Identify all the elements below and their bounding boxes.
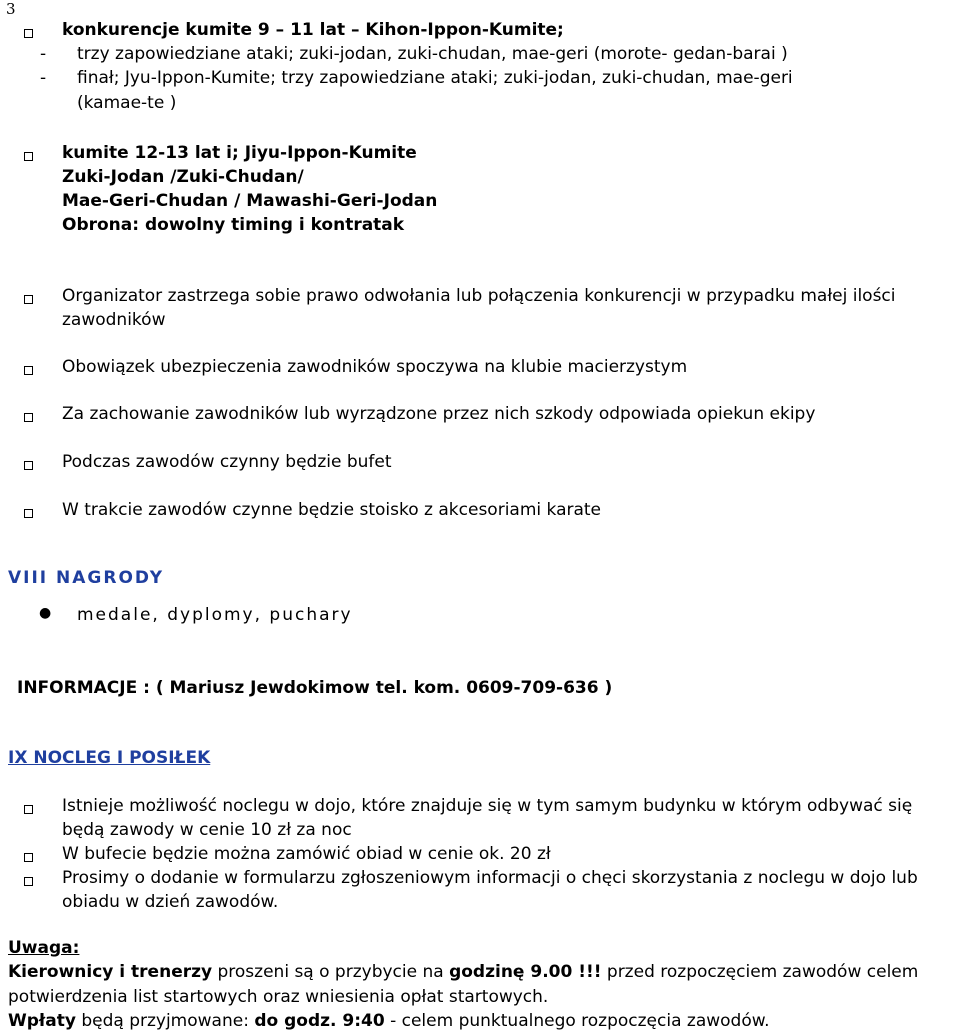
kumite-9-11-item: trzy zapowiedziane ataki; zuki-jodan, zuki-chudan, mae-geri (morote- gedan-barai ) bbox=[77, 44, 788, 64]
checkbox-bullet-icon bbox=[24, 853, 33, 862]
lodging-item: Prosimy o dodanie w formularzu zgłoszeniowym informacji o chęci skorzystania z noclegu w dojo lub bbox=[62, 868, 918, 888]
kumite-12-13-line: Zuki-Jodan /Zuki-Chudan/ bbox=[62, 167, 304, 187]
checkbox-bullet-icon bbox=[24, 295, 33, 304]
dash-bullet: - bbox=[40, 68, 47, 88]
note-text: Za zachowanie zawodników lub wyrządzone przez nich szkody odpowiada opiekun ekipy bbox=[62, 404, 816, 424]
lodging-item: W bufecie będzie można zamówić obiad w cenie ok. 20 zł bbox=[62, 844, 551, 864]
kumite-12-13-line: kumite 12-13 lat i; Jiyu-Ippon-Kumite bbox=[62, 143, 417, 163]
remark-line-1 bbox=[8, 962, 918, 982]
awards-item: medale, dyplomy, puchary bbox=[77, 605, 353, 625]
kumite-9-11-item: finał; Jyu-Ippon-Kumite; trzy zapowiedziane ataki; zuki-jodan, zuki-chudan, mae-geri bbox=[77, 68, 793, 88]
checkbox-bullet-icon bbox=[24, 461, 33, 470]
note-text: Organizator zastrzega sobie prawo odwołania lub połączenia konkurencji w przypadku małej ilości bbox=[62, 286, 896, 306]
remark-emphasis: Wpłaty bbox=[8, 1011, 76, 1031]
remark-label: Uwaga: bbox=[8, 938, 80, 958]
remark-text: przed rozpoczęciem zawodów celem bbox=[601, 962, 919, 982]
checkbox-bullet-icon bbox=[24, 152, 33, 161]
remark-emphasis: !!! bbox=[572, 962, 602, 982]
remark-text: - celem punktualnego rozpoczęcia zawodów. bbox=[384, 1011, 770, 1031]
dash-bullet: - bbox=[40, 44, 47, 64]
checkbox-bullet-icon bbox=[24, 413, 33, 422]
remark-line-3 bbox=[8, 1011, 770, 1031]
note-text: Obowiązek ubezpieczenia zawodników spoczywa na klubie macierzystym bbox=[62, 357, 688, 377]
remark-line-2: potwierdzenia list startowych oraz wniesienia opłat startowych. bbox=[8, 987, 549, 1007]
round-bullet-icon: ● bbox=[39, 605, 52, 621]
note-text: W trakcie zawodów czynne będzie stoisko z akcesoriami karate bbox=[62, 500, 602, 520]
remark-emphasis: do godz. 9:40 bbox=[254, 1011, 385, 1031]
note-text: Podczas zawodów czynny będzie bufet bbox=[62, 452, 392, 472]
contact-info: INFORMACJE : ( Mariusz Jewdokimow tel. kom. 0609-709-636 ) bbox=[17, 678, 613, 698]
kumite-9-11-title: konkurencje kumite 9 – 11 lat – Kihon-Ippon-Kumite; bbox=[62, 20, 564, 40]
kumite-12-13-line: Obrona: dowolny timing i kontratak bbox=[62, 215, 405, 235]
lodging-item: będą zawody w cenie 10 zł za noc bbox=[62, 820, 352, 840]
remark-emphasis: godzinę 9.00 bbox=[449, 962, 573, 982]
note-text: zawodników bbox=[62, 310, 166, 330]
checkbox-bullet-icon bbox=[24, 366, 33, 375]
remark-text: proszeni są o przybycie na bbox=[212, 962, 450, 982]
awards-heading: VIII NAGRODY bbox=[8, 568, 165, 588]
lodging-item: obiadu w dzień zawodów. bbox=[62, 892, 279, 912]
remark-text: będą przyjmowane: bbox=[75, 1011, 255, 1031]
checkbox-bullet-icon bbox=[24, 877, 33, 886]
page-number: 3 bbox=[6, 0, 16, 18]
checkbox-bullet-icon bbox=[24, 509, 33, 518]
lodging-heading: IX NOCLEG I POSIŁEK bbox=[8, 748, 211, 768]
checkbox-bullet-icon bbox=[24, 29, 33, 38]
remark-emphasis: Kierownicy i trenerzy bbox=[8, 962, 213, 982]
kumite-9-11-item: (kamae-te ) bbox=[77, 93, 177, 113]
kumite-12-13-line: Mae-Geri-Chudan / Mawashi-Geri-Jodan bbox=[62, 191, 438, 211]
lodging-item: Istnieje możliwość noclegu w dojo, które znajduje się w tym samym budynku w którym odbywać się bbox=[62, 796, 913, 816]
checkbox-bullet-icon bbox=[24, 805, 33, 814]
